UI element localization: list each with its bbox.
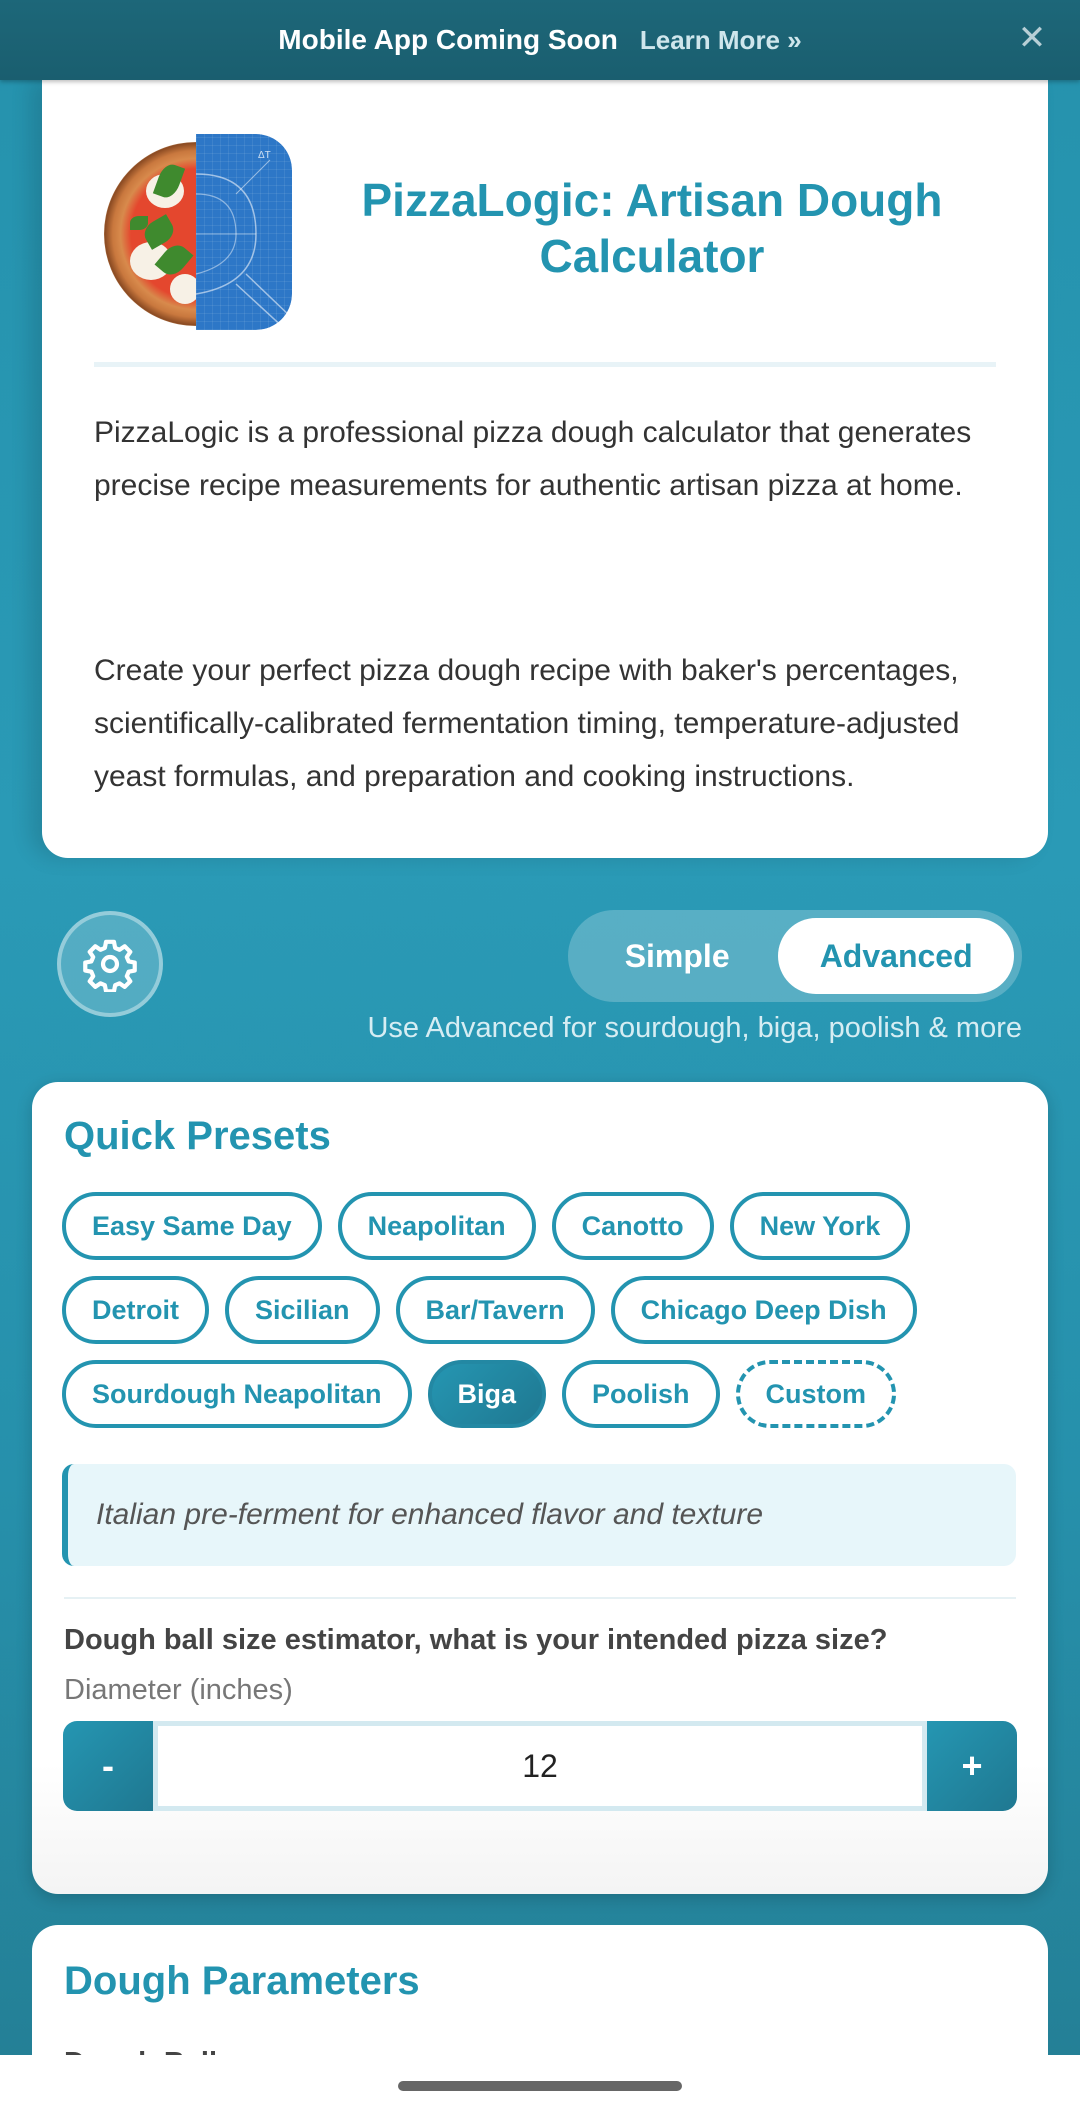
- diameter-input[interactable]: [153, 1721, 927, 1811]
- learn-more-link[interactable]: Learn More »: [639, 24, 802, 55]
- announcement-banner: [0, 0, 1080, 80]
- preset-sicilian[interactable]: Sicilian: [225, 1276, 380, 1344]
- close-banner-button[interactable]: [1010, 16, 1054, 60]
- preset-sourdough-neapolitan[interactable]: Sourdough Neapolitan: [62, 1360, 412, 1428]
- quick-presets-heading: Quick Presets: [64, 1114, 331, 1158]
- pizza-half-icon: [100, 134, 196, 330]
- preset-bar-tavern[interactable]: Bar/Tavern: [396, 1276, 595, 1344]
- preset-canotto[interactable]: Canotto: [552, 1192, 714, 1260]
- diameter-label: Diameter (inches): [64, 1674, 293, 1706]
- settings-button[interactable]: [57, 911, 163, 1017]
- increment-button[interactable]: +: [927, 1721, 1017, 1811]
- app-title: PizzaLogic: Artisan Dough Calculator: [361, 174, 943, 282]
- preset-list: [62, 1192, 1022, 1428]
- quick-presets-card: [32, 1082, 1048, 1894]
- intro-header: [42, 80, 1048, 360]
- diameter-stepper: [63, 1721, 1017, 1811]
- mode-hint: Use Advanced for sourdough, biga, poolish & more: [367, 1012, 1022, 1044]
- preset-neapolitan[interactable]: Neapolitan: [338, 1192, 536, 1260]
- intro-divider: [94, 362, 996, 367]
- decrement-button[interactable]: -: [63, 1721, 153, 1811]
- preset-new-york[interactable]: New York: [730, 1192, 911, 1260]
- preset-detroit[interactable]: Detroit: [62, 1276, 209, 1344]
- intro-paragraph: Create your perfect pizza dough recipe with baker's percentages, scientifically-calibrated fermentation timing, temperature-adjusted yeast formulas, and preparation and cooking instructions.: [94, 654, 960, 793]
- home-indicator[interactable]: [398, 2081, 682, 2091]
- system-nav-bar: [0, 2055, 1080, 2119]
- size-estimator-question: Dough ball size estimator, what is your intended pizza size?: [64, 1624, 888, 1656]
- svg-text:ΔT: ΔT: [258, 150, 271, 161]
- mode-toggle: [568, 910, 1022, 1002]
- blueprint-half-icon: [196, 134, 292, 330]
- app-logo: [100, 134, 292, 330]
- preset-biga[interactable]: Biga: [428, 1360, 547, 1428]
- close-icon: ✕: [1017, 19, 1047, 57]
- intro-paragraph: PizzaLogic is a professional pizza dough calculator that generates precise recipe measurements for authentic artisan pizza at home.: [94, 416, 972, 502]
- preset-custom[interactable]: Custom: [736, 1360, 897, 1428]
- gear-icon: [82, 936, 138, 992]
- dough-parameters-heading: Dough Parameters: [64, 1959, 420, 2003]
- intro-card: [42, 80, 1048, 858]
- section-divider: [64, 1597, 1016, 1599]
- preset-poolish[interactable]: Poolish: [562, 1360, 720, 1428]
- preset-description: Italian pre-ferment for enhanced flavor and texture: [62, 1464, 1016, 1566]
- banner-title: Mobile App Coming Soon: [278, 24, 618, 55]
- preset-chicago-deep-dish[interactable]: Chicago Deep Dish: [611, 1276, 917, 1344]
- mode-simple-option[interactable]: Simple: [624, 937, 730, 974]
- preset-easy-same-day[interactable]: Easy Same Day: [62, 1192, 322, 1260]
- mode-advanced-option[interactable]: Advanced: [778, 918, 1014, 994]
